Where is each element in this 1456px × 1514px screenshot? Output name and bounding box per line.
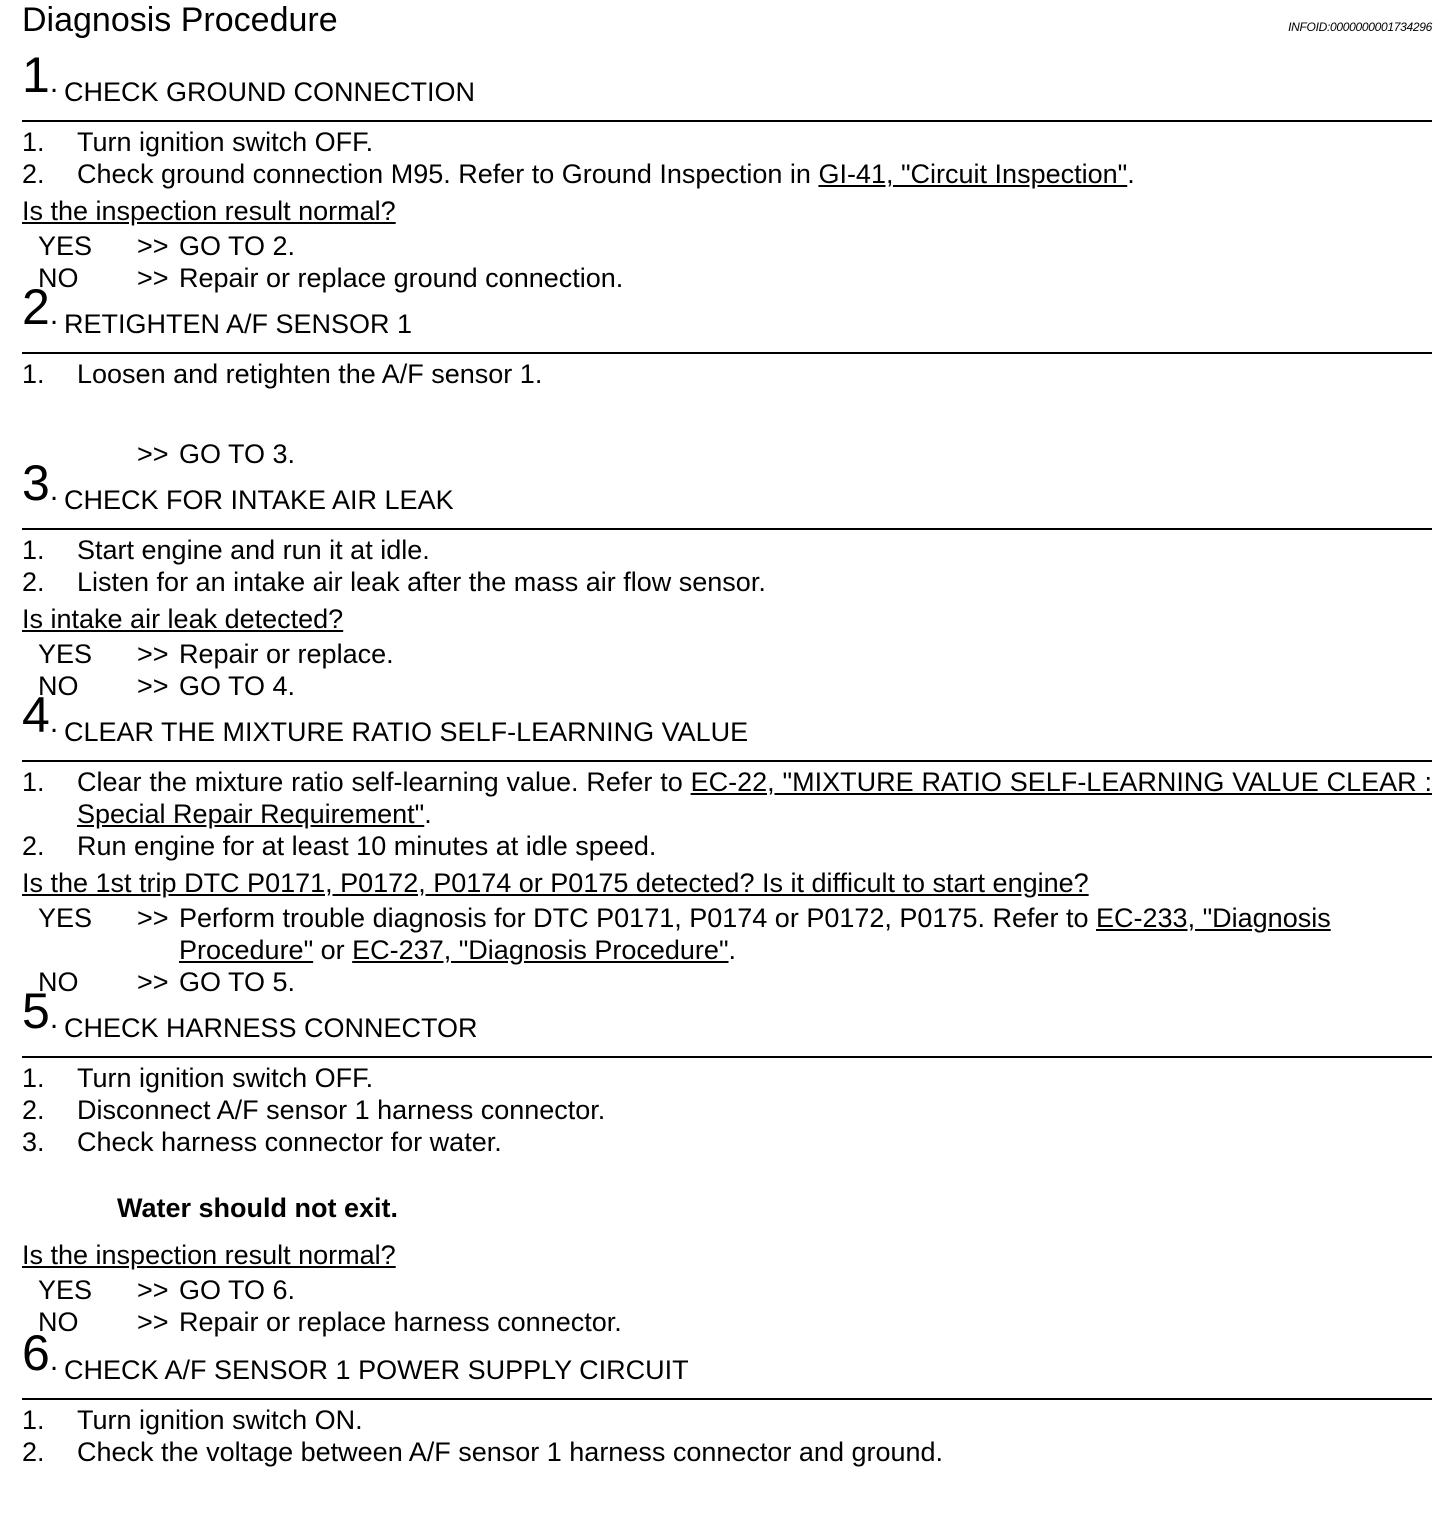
step-6-item-1: 1. Turn ignition switch ON. xyxy=(22,1405,363,1435)
step-2-number: 2. xyxy=(22,279,59,335)
step-2-go: >> GO TO 3. xyxy=(137,439,296,469)
page-title: Diagnosis Procedure xyxy=(22,1,338,39)
link-gi-41[interactable]: GI-41, "Circuit Inspection" xyxy=(818,159,1128,189)
step-4-title: CLEAR THE MIXTURE RATIO SELF-LEARNING VALUE xyxy=(64,717,749,747)
step-5-no: NO >> Repair or replace harness connector. xyxy=(38,1307,622,1337)
step-5-item-3: 3. Check harness connector for water. xyxy=(22,1127,502,1157)
step-2-header xyxy=(22,279,1432,354)
step-3-number: 3. xyxy=(22,455,59,511)
info-id: INFOID:0000000001734296 xyxy=(1288,20,1432,34)
step-1-divider xyxy=(22,120,1432,122)
step-1-yes: YES >> GO TO 2. xyxy=(38,231,296,261)
document-page xyxy=(22,0,1432,1468)
step-1-item-1: 1. Turn ignition switch OFF. xyxy=(22,127,374,157)
step-1-header xyxy=(22,47,1432,122)
title-row xyxy=(22,0,1432,56)
link-ec-22[interactable]: EC-22, "MIXTURE RATIO SELF-LEARNING VALUE CLEAR : Special Repair Requirement" xyxy=(77,767,1432,829)
step-4-number: 4. xyxy=(22,687,59,743)
step-5-question: Is the inspection result normal? xyxy=(22,1240,396,1270)
step-6-title: CHECK A/F SENSOR 1 POWER SUPPLY CIRCUIT xyxy=(64,1355,689,1385)
step-5-header xyxy=(22,983,1432,1058)
step-3-item-1: 1. Start engine and run it at idle. xyxy=(22,535,430,565)
step-2-title: RETIGHTEN A/F SENSOR 1 xyxy=(64,309,413,339)
step-5-item-2: 2. Disconnect A/F sensor 1 harness connector. xyxy=(22,1095,606,1125)
step-4-header xyxy=(22,687,1432,762)
step-4-divider xyxy=(22,760,1432,762)
step-6-number: 6. xyxy=(22,1325,59,1381)
step-6-item-2: 2. Check the voltage between A/F sensor 1 harness connector and ground. xyxy=(22,1437,944,1467)
step-3-header xyxy=(22,455,1432,530)
step-1-number: 1. xyxy=(22,47,59,103)
step-5-number: 5. xyxy=(22,983,59,1039)
step-2-divider xyxy=(22,352,1432,354)
step-4-question: Is the 1st trip DTC P0171, P0172, P0174 or P0175 detected? Is it difficult to start engine? xyxy=(22,868,1089,898)
step-1-no: NO >> Repair or replace ground connection. xyxy=(38,263,624,293)
step-3-item-2: 2. Listen for an intake air leak after the mass air flow sensor. xyxy=(22,567,766,597)
step-4-no: NO >> GO TO 5. xyxy=(38,967,296,997)
step-1-title: CHECK GROUND CONNECTION xyxy=(64,77,476,107)
step-3-yes: YES >> Repair or replace. xyxy=(38,639,394,669)
step-6-header xyxy=(22,1325,1432,1400)
step-3-title: CHECK FOR INTAKE AIR LEAK xyxy=(64,485,454,515)
step-4-item-2: 2. Run engine for at least 10 minutes at idle speed. xyxy=(22,831,657,861)
link-ec-237[interactable]: EC-237, "Diagnosis Procedure" xyxy=(352,935,729,965)
step-3-no: NO >> GO TO 4. xyxy=(38,671,296,701)
step-4-item-1: 1. Clear the mixture ratio self-learning value. Refer to EC-22, "MIXTURE RATIO SELF-LEARNING VALUE CLEAR : Special Repair Requirement". xyxy=(22,767,1432,829)
step-5-item-1: 1. Turn ignition switch OFF. xyxy=(22,1063,374,1093)
step-5-note: Water should not exit. xyxy=(117,1193,399,1223)
step-5-title: CHECK HARNESS CONNECTOR xyxy=(64,1013,478,1043)
step-5-yes: YES >> GO TO 6. xyxy=(38,1275,296,1305)
step-6-divider xyxy=(22,1398,1432,1400)
step-3-divider xyxy=(22,528,1432,530)
link-ec-233[interactable]: EC-233, "Diagnosis Procedure" xyxy=(179,903,1331,965)
step-1-question: Is the inspection result normal? xyxy=(22,196,396,226)
step-1-item-2: 2. Check ground connection M95. Refer to Ground Inspection in GI-41, "Circuit Inspection". xyxy=(22,159,1135,189)
step-2-item-1: 1. Loosen and retighten the A/F sensor 1. xyxy=(22,359,543,389)
step-3-question: Is intake air leak detected? xyxy=(22,604,344,634)
step-4-yes: YES >> Perform trouble diagnosis for DTC P0171, P0174 or P0172, P0175. Refer to EC-233, "Diagnosis Procedure" or EC-237, "Diagnosis Procedure". xyxy=(38,903,1331,965)
step-5-divider xyxy=(22,1056,1432,1058)
